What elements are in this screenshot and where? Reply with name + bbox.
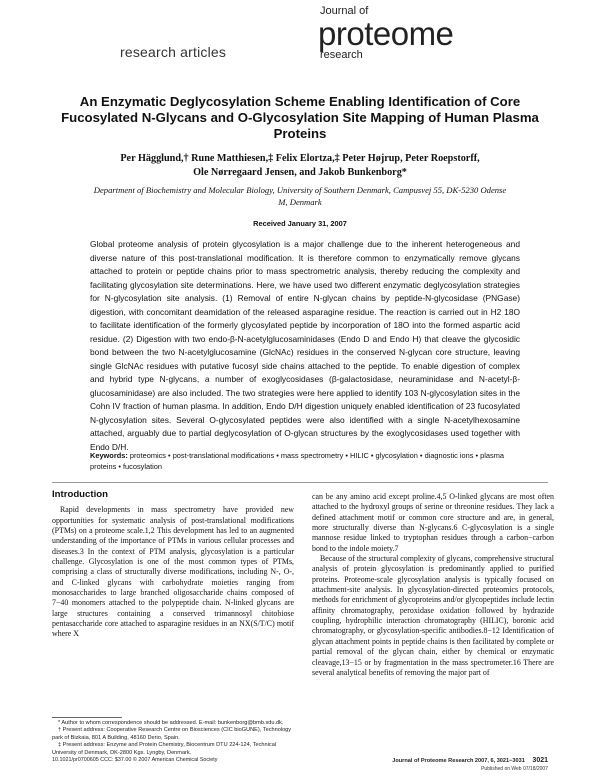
footnote-address-1: † Present address: Cooperative Research Centre on Biosciences (CIC bioGUNE), Technology park of Bizkaia, 801 A Building, 48160 Derio, Spain. — [52, 727, 292, 741]
journal-reference: Journal of Proteome Research 2007, 6, 3021−3031 — [392, 758, 525, 764]
received-date: Received January 31, 2007 — [253, 219, 347, 228]
doi-copyright: 10.1021/pr0700605 CCC: $37.00 © 2007 American Chemical Society — [52, 757, 218, 763]
section-divider — [52, 482, 548, 483]
authors-line-2: Ole Nørregaard Jensen, and Jakob Bunkenborg* — [193, 167, 407, 178]
author-list — [70, 152, 530, 180]
published-date: Published on Web 07/18/2007 — [481, 766, 548, 772]
footnote-address-2: ‡ Present address: Enzyme and Protein Chemistry, Biocentrum DTU 224-124, Technical University of Denmark, DK-2800 Kgs. Lyngby, Denmark. — [52, 742, 277, 756]
logo-main-text: proteome — [318, 15, 454, 52]
affiliation: Department of Biochemistry and Molecular Biology, University of Southern Denmark, Campusvej 55, DK-5230 Odense M, Denmark — [93, 185, 507, 207]
footnote-correspondence: * Author to whom correspondence should be addressed. E-mail: bunkenborg@bmb.sdu.dk. — [58, 720, 284, 726]
journal-citation — [392, 757, 548, 764]
keywords-label: Keywords: — [90, 451, 128, 460]
logo-top-text: Journal of — [320, 5, 369, 17]
authors-line-1: Per Hägglund,† Rune Matthiesen,‡ Felix Elortza,‡ Peter Højrup, Peter Roepstorff, — [120, 153, 480, 164]
article-title: An Enzymatic Deglycosylation Scheme Enabling Identification of Core Fucosylated N-Glycans and O-Glycosylation Site Mapping of Human Plasma Proteins — [61, 94, 539, 141]
page-number: 3021 — [532, 757, 548, 764]
keywords — [90, 450, 520, 472]
logo-bottom-text: research — [320, 49, 363, 61]
right-paragraph-1: can be any amino acid except proline.4,5 O-linked glycans are most often attached to the hydroxyl groups of serine or threonine residues. They lack a defined attachment motif or common core structure and are, in general, more structurally diverse than N-glycans.6 C-glycosylation is a single mannose residue linked to tryptophan residues through a carbon−carbon bond to the indole moiety.7 — [312, 492, 554, 553]
introduction-heading: Introduction — [52, 489, 108, 500]
abstract: Global proteome analysis of protein glycosylation is a major challenge due to the inherent heterogeneous and diverse nature of this post-translational modification. It is therefore common to enzymatically remove glycans attached to protein or peptide chains prior to mass spectrometric analysis, thereby reducing the complexity and facilitating glycosylation site determinations. Here, we have used two different enzymatic deglycosylation strategies for N-glycosylation site analysis. (1) Removal of entire N-glycan chains by peptide-N-glycosidase (PNGase) digestion, with concomitant deamidation of the released asparagine residue. The reaction is carried out in H2 18O to facilitate identification of the formerly glycosylated peptide by incorporation of 18O into the formed aspartic acid residue. (2) Digestion with two endo-β-N-acetylglucosaminidases (Endo D and Endo H) that cleave the glycosidic bond between the two N-acetylglucosamine (GlcNAc) residues in the conserved N-glycan core structure, leaving single GlcNAc residues with putative fucosyl side chains attached to the peptide. To enable digestion of complex and hybrid type N-glycans, a number of exoglycosidases (β-galactosidase, neuraminidase and N-acetyl-β-glucosaminidase) are also included. The two strategies were here applied to identify 103 N-glycosylation sites in the Cohn IV fraction of human plasma. In addition, Endo D/H digestion uniquely enabled identification of 23 fucosylated N-glycosylation sites. Several O-glycosylated peptides were also identified with a single N-acetylhexosamine attached, arguably due to partial deglycosylation of O-glycan structures by the exoglycosidases used together with Endo D/H. — [90, 239, 520, 452]
section-label: research articles — [120, 44, 227, 60]
right-paragraph-2: Because of the structural complexity of glycans, comprehensive structural analysis of protein glycosylation is predominantly applied to purified proteins. Proteome-scale glycosylation analysis is typically focused on attachment-site analysis. In glycosylation-directed proteomics protocols, methods for enrichment of glycoproteins and/or glycopeptides include lectin affinity chromatography, peroxidase oxidation followed by hydrazide coupling, hydrophilic interaction chromatography (HILIC), boronic acid chromatography, or glycosylation-specific antibodies.8−12 Identification of glycan attachment points in peptide chains is then facilitated by complete or partial removal of the glycan chain, either by chemical or enzymatic cleavage,13−15 or by fragmentation in the mass spectrometer.16 There are several analytical benefits of removing the major part of — [312, 554, 554, 677]
left-column — [52, 490, 294, 640]
right-column — [312, 492, 554, 678]
footnote-divider — [52, 717, 122, 718]
left-paragraph-1: Rapid developments in mass spectrometry have provided new opportunities for systematic analysis of post-translational modifications (PTMs) on a proteome scale.1,2 This development has led to an augmented understanding of the importance of PTMs in various cellular processes and diseases.3 In the context of PTM analysis, glycosylation is a particular challenge. Glycosylation is one of the most common types of PTMs, comprising a class of structurally diverse modifications, including N-, O-, and C-linked glycans with carbohydrate moieties ranging from monosaccharides to large branched oligosaccharide chains composed of 7−40 monomers attached to the polypeptide chain. N-linked glycans are large structures containing a conserved trimannosyl chitobiose pentasaccharide core attached to asparagine residues in an NX(S/T/C) motif where X — [52, 505, 294, 639]
footnotes — [52, 720, 296, 757]
keywords-list: proteomics • post-translational modifications • mass spectrometry • HILIC • glycosylation • diagnostic ions • plasma proteins • fucosylation — [90, 451, 504, 471]
